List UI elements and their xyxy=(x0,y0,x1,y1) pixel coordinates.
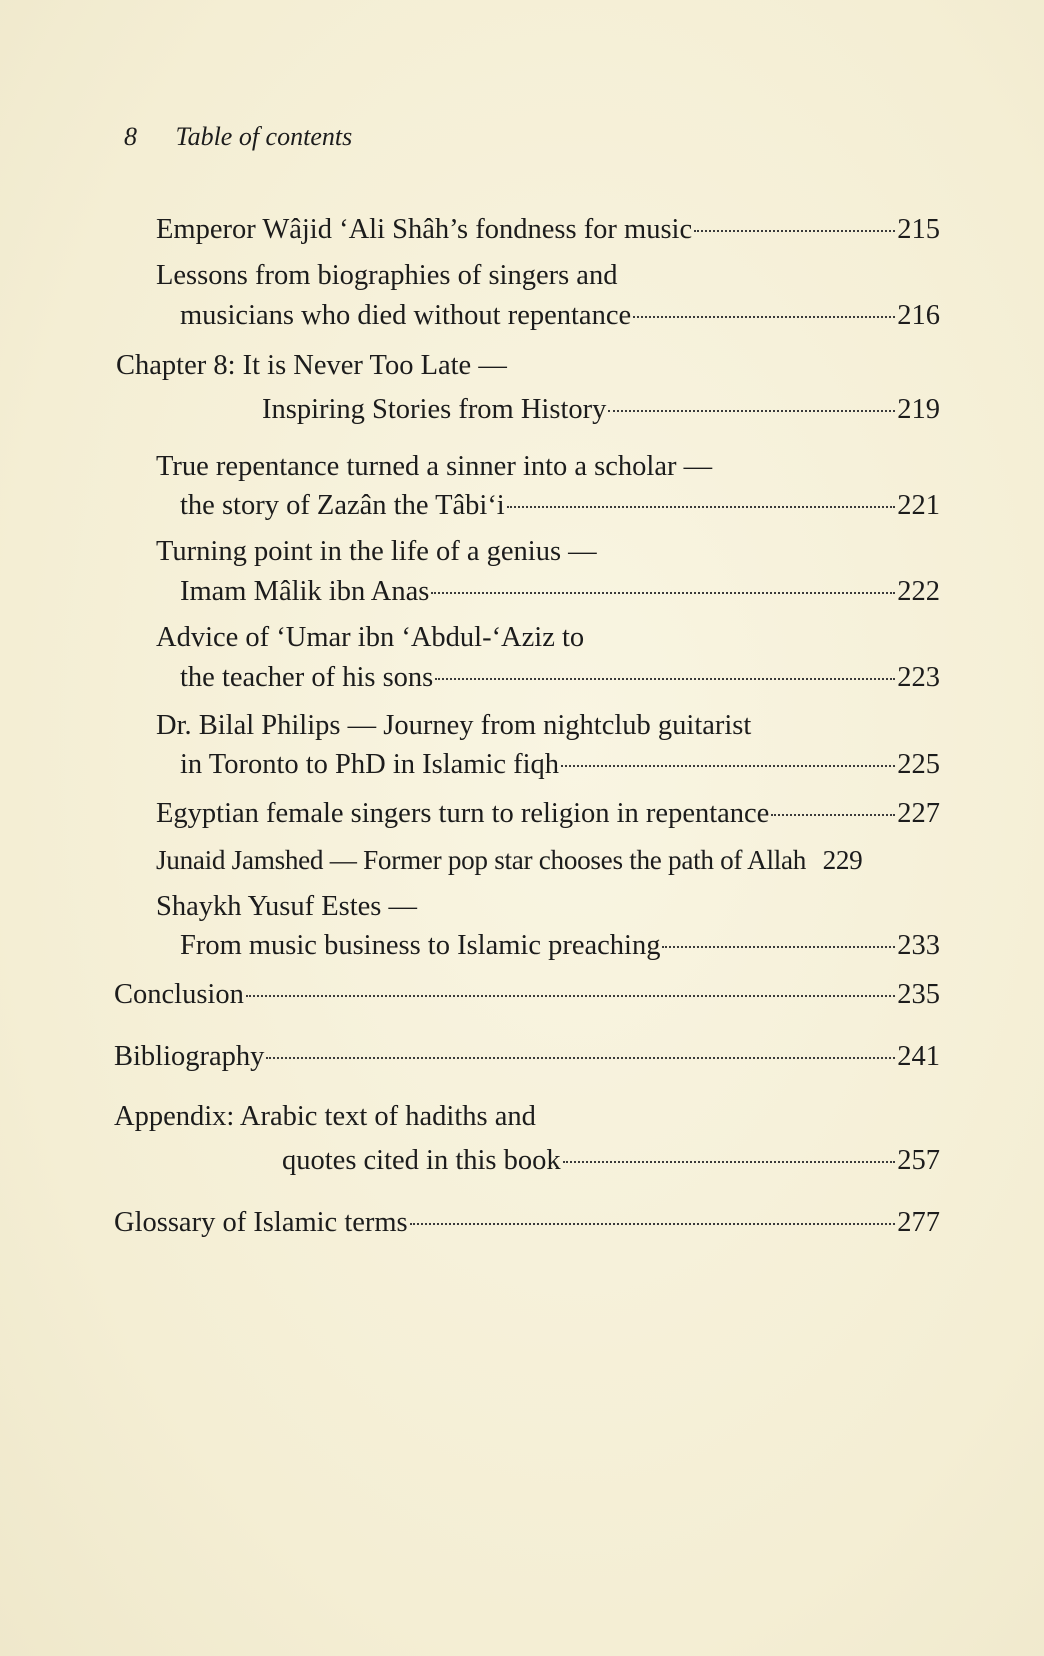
toc-entry xyxy=(156,843,862,877)
toc-entry-title-line1: True repentance turned a sinner into a scholar — xyxy=(156,451,713,482)
toc-entry xyxy=(156,797,940,831)
toc-chapter-entry xyxy=(114,1206,940,1240)
toc-entry-page: 257 xyxy=(897,1145,940,1176)
toc-entry-title: Junaid Jamshed — Former pop star chooses the path of Allah xyxy=(156,845,807,875)
toc-entry-title-line1: Shaykh Yusuf Estes — xyxy=(156,891,417,922)
dot-leader xyxy=(246,995,895,997)
toc-entry xyxy=(180,575,940,609)
dot-leader xyxy=(431,592,895,594)
toc-entry-page: 235 xyxy=(897,979,940,1010)
toc-entry xyxy=(156,213,940,247)
toc-entry-title: Glossary of Islamic terms xyxy=(114,1207,408,1238)
toc-entry-title: Emperor Wâjid ‘Ali Shâh’s fondness for music xyxy=(156,214,693,245)
toc-chapter-entry xyxy=(114,978,940,1012)
toc-entry-title-line2: From music business to Islamic preaching xyxy=(180,930,661,961)
toc-entry-title-line1: Advice of ‘Umar ibn ‘Abdul-‘Aziz to xyxy=(156,622,585,653)
toc-entry-title-line2: the teacher of his sons xyxy=(180,662,434,693)
toc-entry-title: Conclusion xyxy=(114,979,244,1010)
toc-entry-title-line2: Imam Mâlik ibn Anas xyxy=(180,576,430,607)
toc-entry-page: 225 xyxy=(897,749,940,780)
toc-entry-page: 216 xyxy=(897,300,940,331)
chapter-title-line2: Inspiring Stories from History xyxy=(262,394,607,425)
dot-leader xyxy=(410,1223,896,1225)
toc-entry-title: Bibliography xyxy=(114,1041,265,1072)
chapter-title-line1: Chapter 8: It is Never Too Late — xyxy=(116,350,507,381)
dot-leader xyxy=(608,410,895,412)
toc-entry-title-line1: Lessons from biographies of singers and xyxy=(156,260,618,291)
dot-leader xyxy=(694,230,895,232)
chapter-title-line1: Appendix: Arabic text of hadiths and xyxy=(114,1101,536,1132)
toc-entry-page: 223 xyxy=(897,662,940,693)
toc-entry-page: 277 xyxy=(897,1207,940,1238)
chapter-title-line2: quotes cited in this book xyxy=(282,1145,561,1176)
toc-chapter-entry xyxy=(114,1040,940,1074)
toc-entry-title-line1: Dr. Bilal Philips — Journey from nightclub guitarist xyxy=(156,710,752,741)
toc-entry-page: 229 xyxy=(822,845,863,875)
dot-leader xyxy=(507,506,896,508)
toc-entry-title-line2: musicians who died without repentance xyxy=(180,300,632,331)
dot-leader xyxy=(561,765,895,767)
toc-chapter-entry xyxy=(282,1144,940,1178)
toc-entry-title-line1: Turning point in the life of a genius — xyxy=(156,536,597,567)
toc-entry xyxy=(180,661,940,695)
toc-entry xyxy=(180,748,940,782)
toc-entry-title-line2: in Toronto to PhD in Islamic fiqh xyxy=(180,749,560,780)
toc-entry xyxy=(180,299,940,333)
toc-entry-page: 241 xyxy=(897,1041,940,1072)
dot-leader xyxy=(563,1161,896,1163)
toc-entry-title: Egyptian female singers turn to religion in repentance xyxy=(156,798,770,829)
toc-entry-page: 219 xyxy=(897,394,940,425)
dot-leader xyxy=(435,678,895,680)
dot-leader xyxy=(633,316,895,318)
toc-entry-title-line2: the story of Zazân the Tâbi‘i xyxy=(180,490,505,521)
toc-entry-page: 233 xyxy=(897,930,940,961)
running-title: Table of contents xyxy=(175,122,353,151)
toc-entry-page: 227 xyxy=(897,798,940,829)
dot-leader xyxy=(266,1057,895,1059)
toc-entry xyxy=(180,489,940,523)
toc-entry xyxy=(180,929,940,963)
toc-entry-page: 222 xyxy=(897,576,940,607)
dot-leader xyxy=(771,814,895,816)
dot-leader xyxy=(662,946,895,948)
page-number: 8 xyxy=(124,122,137,151)
toc-chapter-entry xyxy=(262,393,940,427)
toc-entry-page: 221 xyxy=(897,490,940,521)
toc-entry-page: 215 xyxy=(897,214,940,245)
